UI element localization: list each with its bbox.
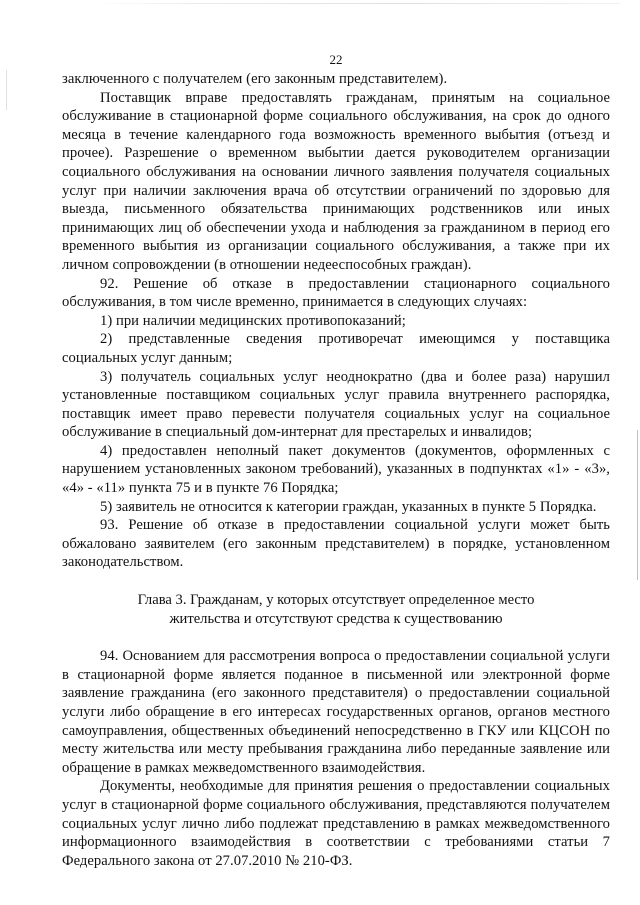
- page-number: 22: [329, 52, 343, 67]
- document-page: [62, 52, 610, 870]
- list-item: 1) при наличии медицинских противопоказаний;: [100, 312, 406, 329]
- paragraphs-top: [62, 70, 610, 572]
- scan-edge-top: [90, 3, 620, 4]
- paragraph: Поставщик вправе предоставлять гражданам, принятым на социальное обслуживание в стационарной форме социального обслуживания, на срок до одного месяца в течение календарного года возможность временного выбытия (отъезд и прочее). Разрешение о временном выбытии дается руководителем организации социального обслуживания на основании личного заявления получателя социальных услуг при наличии заключения врача об отсутствии ограничений по здоровью для выезда, письменного обязательства принимающих родственников или иных принимающих лиц об обеспечении ухода и наблюдения за гражданином в период его временного выбытия из организации социального обслуживания, а также при их личном сопровождении (в отношении недееспособных граждан).: [62, 89, 610, 273]
- paragraph-item-93: 93. Решение об отказе в предоставлении социальной услуги может быть обжаловано заявителем (его законным представителем) в порядке, установленном законодательством.: [62, 517, 610, 571]
- paragraph: заключенного с получателем (его законным представителем).: [62, 71, 448, 87]
- paragraph-item-92: 92. Решение об отказе в предоставлении стационарного социального обслуживания, в том числе временно, принимается в следующих случаях:: [62, 275, 610, 311]
- chapter-title-line: Глава 3. Гражданам, у которых отсутствует определенное место: [137, 592, 535, 609]
- list-item: 2) представленные сведения противоречат имеющимся у поставщика социальных услуг данным;: [62, 331, 610, 366]
- list-item: 4) предоставлен неполный пакет документов (документов, оформленных с нарушением установленных законом требований), указанных в подпунктах «1» - «3», «4» - «11» пункта 75 и в пункте 76 Порядка;: [62, 442, 610, 497]
- scan-edge-right: [637, 430, 638, 580]
- list-item: 5) заявитель не относится к категории граждан, указанных в пункте 5 Порядка.: [100, 498, 597, 515]
- chapter-title-line: жительства и отсутствуют средства к существованию: [169, 610, 503, 627]
- paragraph: Документы, необходимые для принятия решения о предоставлении социальных услуг в стационарной форме социального обслуживания, представляются получателем социальных услуг лично либо подлежат представлению в рамках межведомственного информационного взаимодействия в соответствии с требованиями статьи 7 Федерального закона от 27.07.2010 № 210-ФЗ.: [62, 778, 610, 869]
- chapter-title: [62, 591, 610, 628]
- list-item: 3) получатель социальных услуг неоднократно (два и более раза) нарушил установленные поставщиком социальных услуг правила внутреннего распорядка, поставщик имеет право перевести получателя социальных услуг на социальное обслуживание в специальный дом-интернат для престарелых и инвалидов;: [62, 368, 610, 441]
- scan-edge-left: [6, 70, 7, 110]
- paragraphs-bottom: [62, 647, 610, 870]
- paragraph-item-94: 94. Основанием для рассмотрения вопроса о предоставлении социальной услуги в стационарной форме является поданное в письменной или электронной форме заявление гражданина (его законного представителя) о предоставлении социальной услуги либо обращение в его интересах государственных органов, органов местного самоуправления, общественных объединений непосредственно в ГКУ или КЦСОН по месту жительства или месту пребывания гражданина либо переданные заявление или обращение в рамках межведомственного взаимодействия.: [62, 648, 610, 776]
